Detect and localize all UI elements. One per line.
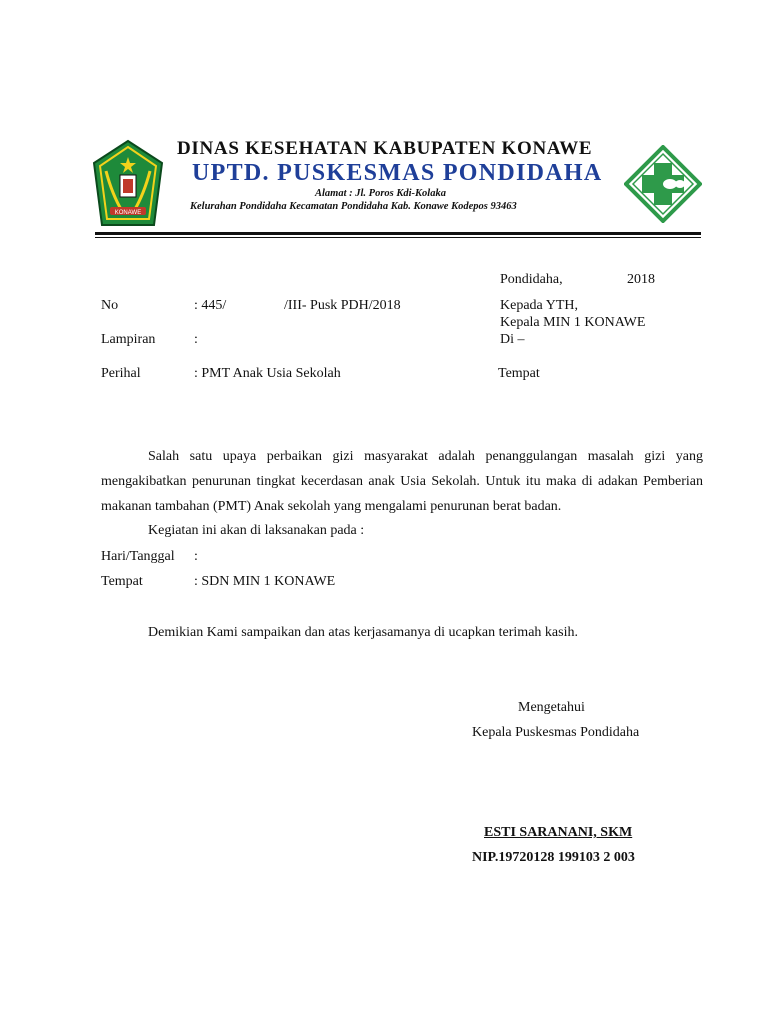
- body-paragraph: [101, 444, 703, 519]
- recipient-name: Kepala MIN 1 KONAWE: [500, 315, 646, 330]
- day-value: :: [194, 549, 198, 564]
- location-line: Kelurahan Pondidaha Kecamatan Pondidaha Kab. Konawe Kodepos 93463: [190, 201, 517, 212]
- agency-title: DINAS KESEHATAN KABUPATEN KONAWE: [177, 138, 593, 159]
- no-value: : 445/: [194, 298, 227, 313]
- signatory-position: Kepala Puskesmas Pondidaha: [472, 725, 640, 740]
- header-divider: [95, 232, 701, 235]
- konawe-regency-emblem-icon: [92, 139, 164, 231]
- address-line: Alamat : Jl. Poros Kdi-Kolaka: [315, 188, 446, 199]
- venue-value: : SDN MIN 1 KONAWE: [194, 574, 336, 589]
- perihal-label: Perihal: [101, 366, 141, 381]
- body-paragraph-text: Salah satu upaya perbaikan gizi masyarakat adalah penanggulangan masalah gizi yang mengakibatkan penurunan tingkat kecerdasan anak Usia Sekolah. Untuk itu maka di adakan Pemberian makanan tambahan (PMT) Anak sekolah yang mengalami penurunan berat badan.: [101, 449, 703, 514]
- letter-year: 2018: [627, 272, 655, 287]
- recipient-di: Di –: [500, 332, 525, 347]
- recipient-place: Tempat: [498, 366, 540, 381]
- lampiran-value: :: [194, 332, 198, 347]
- no-suffix: /III- Pusk PDH/2018: [284, 298, 401, 313]
- institution-title: UPTD. PUSKESMAS PONDIDAHA: [192, 160, 603, 186]
- place-date: Pondidaha,: [500, 272, 563, 287]
- venue-label: Tempat: [101, 574, 143, 589]
- lampiran-label: Lampiran: [101, 332, 156, 347]
- schedule-intro: Kegiatan ini akan di laksanakan pada :: [148, 523, 365, 538]
- puskesmas-cross-icon: [624, 145, 702, 223]
- header-divider-thin: [95, 237, 701, 238]
- perihal-value: : PMT Anak Usia Sekolah: [194, 366, 341, 381]
- emblem-ribbon-text: KONAWE: [114, 210, 142, 216]
- signatory-name: ESTI SARANANI, SKM: [484, 825, 633, 840]
- recipient-greeting: Kepada YTH,: [500, 298, 579, 313]
- closing-sentence: Demikian Kami sampaikan dan atas kerjasamanya di ucapkan terimah kasih.: [148, 625, 578, 640]
- acknowledge-label: Mengetahui: [518, 700, 585, 715]
- day-label: Hari/Tanggal: [101, 549, 175, 564]
- no-label: No: [101, 298, 119, 313]
- signatory-nip: NIP.19720128 199103 2 003: [472, 850, 635, 865]
